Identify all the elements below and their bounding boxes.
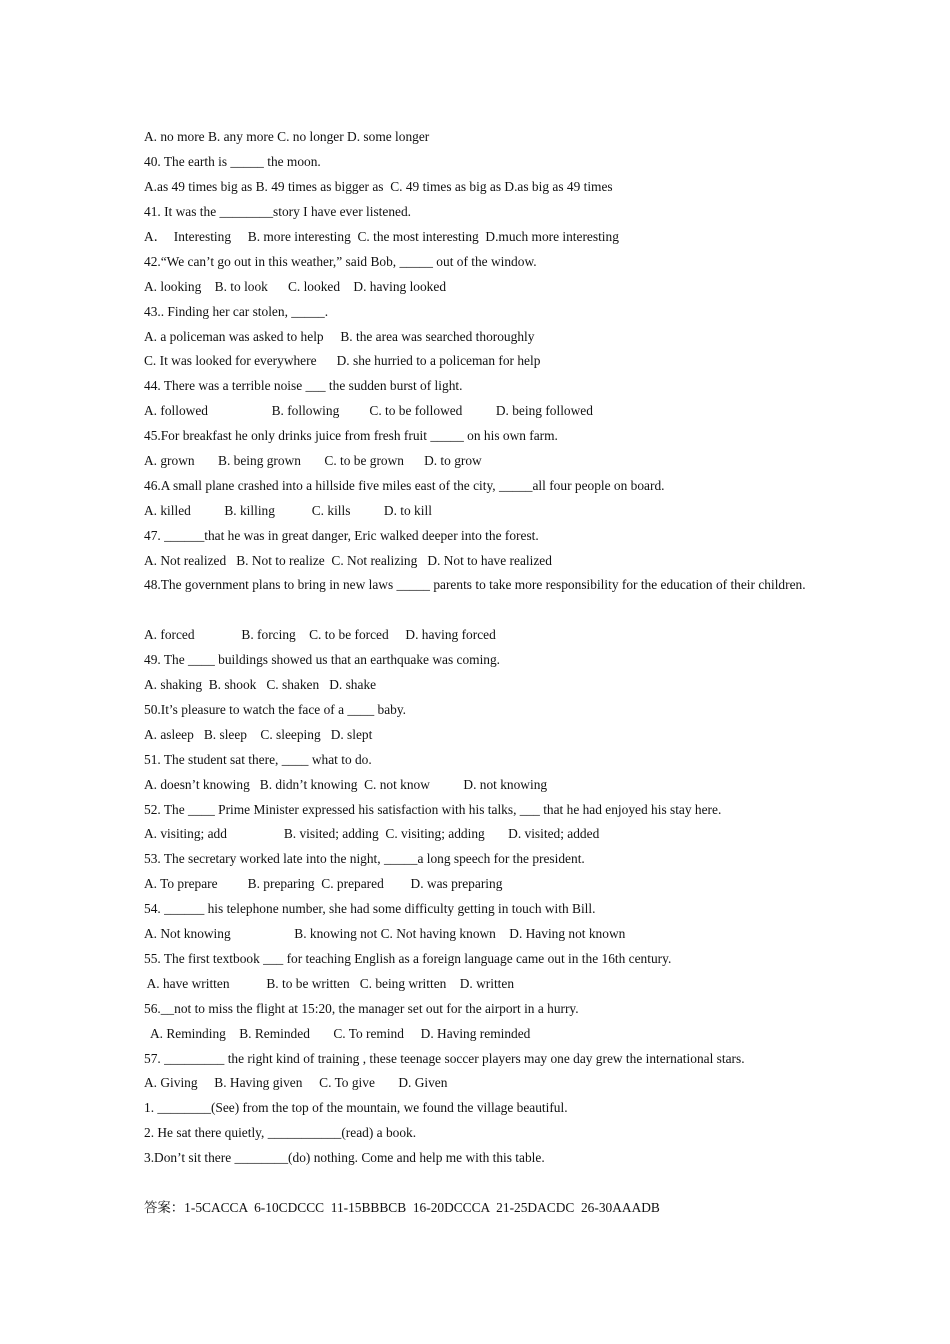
- question-44: 44. There was a terrible noise ___ the sudden burst of light.: [144, 378, 463, 393]
- question-41: 41. It was the ________story I have ever listened.: [144, 204, 412, 219]
- options-43-a: A. a policeman was asked to help B. the area was searched thoroughly: [144, 329, 535, 344]
- options-54: A. Not knowing B. knowing not C. Not having known D. Having not known: [144, 926, 626, 941]
- question-50: 50.It’s pleasure to watch the face of a ____ baby.: [144, 702, 407, 717]
- options-44: A. followed B. following C. to be followed D. being followed: [144, 403, 593, 418]
- fill-in-1: 1. ________(See) from the top of the mountain, we found the village beautiful.: [144, 1100, 568, 1115]
- options-46: A. killed B. killing C. kills D. to kill: [144, 503, 432, 518]
- options-41: A． Interesting B. more interesting C. the most interesting D.much more interesting: [144, 229, 619, 244]
- question-42: 42.“We can’t go out in this weather,” said Bob, _____ out of the window.: [144, 254, 537, 269]
- options-50: A. asleep B. sleep C. sleeping D. slept: [144, 727, 373, 742]
- options-52: A. visiting; add B. visited; adding C. visiting; adding D. visited; added: [144, 826, 600, 841]
- question-47: 47. ______that he was in great danger, Eric walked deeper into the forest.: [144, 528, 539, 543]
- options-43-b: C. It was looked for everywhere D. she hurried to a policeman for help: [144, 353, 541, 368]
- question-48: 48.The government plans to bring in new laws _____ parents to take more responsibility for the education of their children.: [144, 577, 806, 592]
- option-line-39: A. no more B. any more C. no longer D. some longer: [144, 129, 430, 144]
- question-54: 54. ______ his telephone number, she had some difficulty getting in touch with Bill.: [144, 901, 596, 916]
- options-42: A. looking B. to look C. looked D. having looked: [144, 279, 447, 294]
- question-52: 52. The ____ Prime Minister expressed his satisfaction with his talks, ___ that he had enjoyed his stay here.: [144, 802, 722, 817]
- question-43: 43.. Finding her car stolen, _____.: [144, 304, 329, 319]
- question-57: 57. _________ the right kind of training , these teenage soccer players may one day grew the international stars.: [144, 1051, 745, 1066]
- answer-key: 答案：1-5CACCA 6-10CDCCC 11-15BBBCB 16-20DCCCA 21-25DACDC 26-30AAADB: [144, 1200, 660, 1215]
- options-51: A. doesn’t knowing B. didn’t knowing C. not know D. not knowing: [144, 777, 548, 792]
- options-45: A. grown B. being grown C. to be grown D. to grow: [144, 453, 482, 468]
- options-55: A. have written B. to be written C. being written D. written: [144, 976, 515, 991]
- question-45: 45.For breakfast he only drinks juice from fresh fruit _____ on his own farm.: [144, 428, 558, 443]
- question-55: 55. The first textbook ___ for teaching English as a foreign language came out in the 16th century.: [144, 951, 672, 966]
- options-57: A. Giving B. Having given C. To give D. Given: [144, 1075, 448, 1090]
- question-53: 53. The secretary worked late into the night, _____a long speech for the president.: [144, 851, 585, 866]
- options-47: A. Not realized B. Not to realize C. Not realizing D. Not to have realized: [144, 553, 552, 568]
- question-40: 40. The earth is _____ the moon.: [144, 154, 321, 169]
- question-49: 49. The ____ buildings showed us that an earthquake was coming.: [144, 652, 501, 667]
- question-51: 51. The student sat there, ____ what to do.: [144, 752, 372, 767]
- fill-in-2: 2. He sat there quietly, ___________(read) a book.: [144, 1125, 417, 1140]
- fill-in-3: 3.Don’t sit there ________(do) nothing. Come and help me with this table.: [144, 1150, 545, 1165]
- question-56: 56.__not to miss the flight at 15:20, the manager set out for the airport in a hurry.: [144, 1001, 579, 1016]
- question-46: 46.A small plane crashed into a hillside five miles east of the city, _____all four people on board.: [144, 478, 665, 493]
- options-40: A.as 49 times big as B. 49 times as bigger as C. 49 times as big as D.as big as 49 times: [144, 179, 613, 194]
- options-53: A. To prepare B. preparing C. prepared D. was preparing: [144, 876, 503, 891]
- options-56: A. Reminding B. Reminded C. To remind D. Having reminded: [144, 1026, 531, 1041]
- options-48: A. forced B. forcing C. to be forced D. having forced: [144, 627, 496, 642]
- options-49: A. shaking B. shook C. shaken D. shake: [144, 677, 377, 692]
